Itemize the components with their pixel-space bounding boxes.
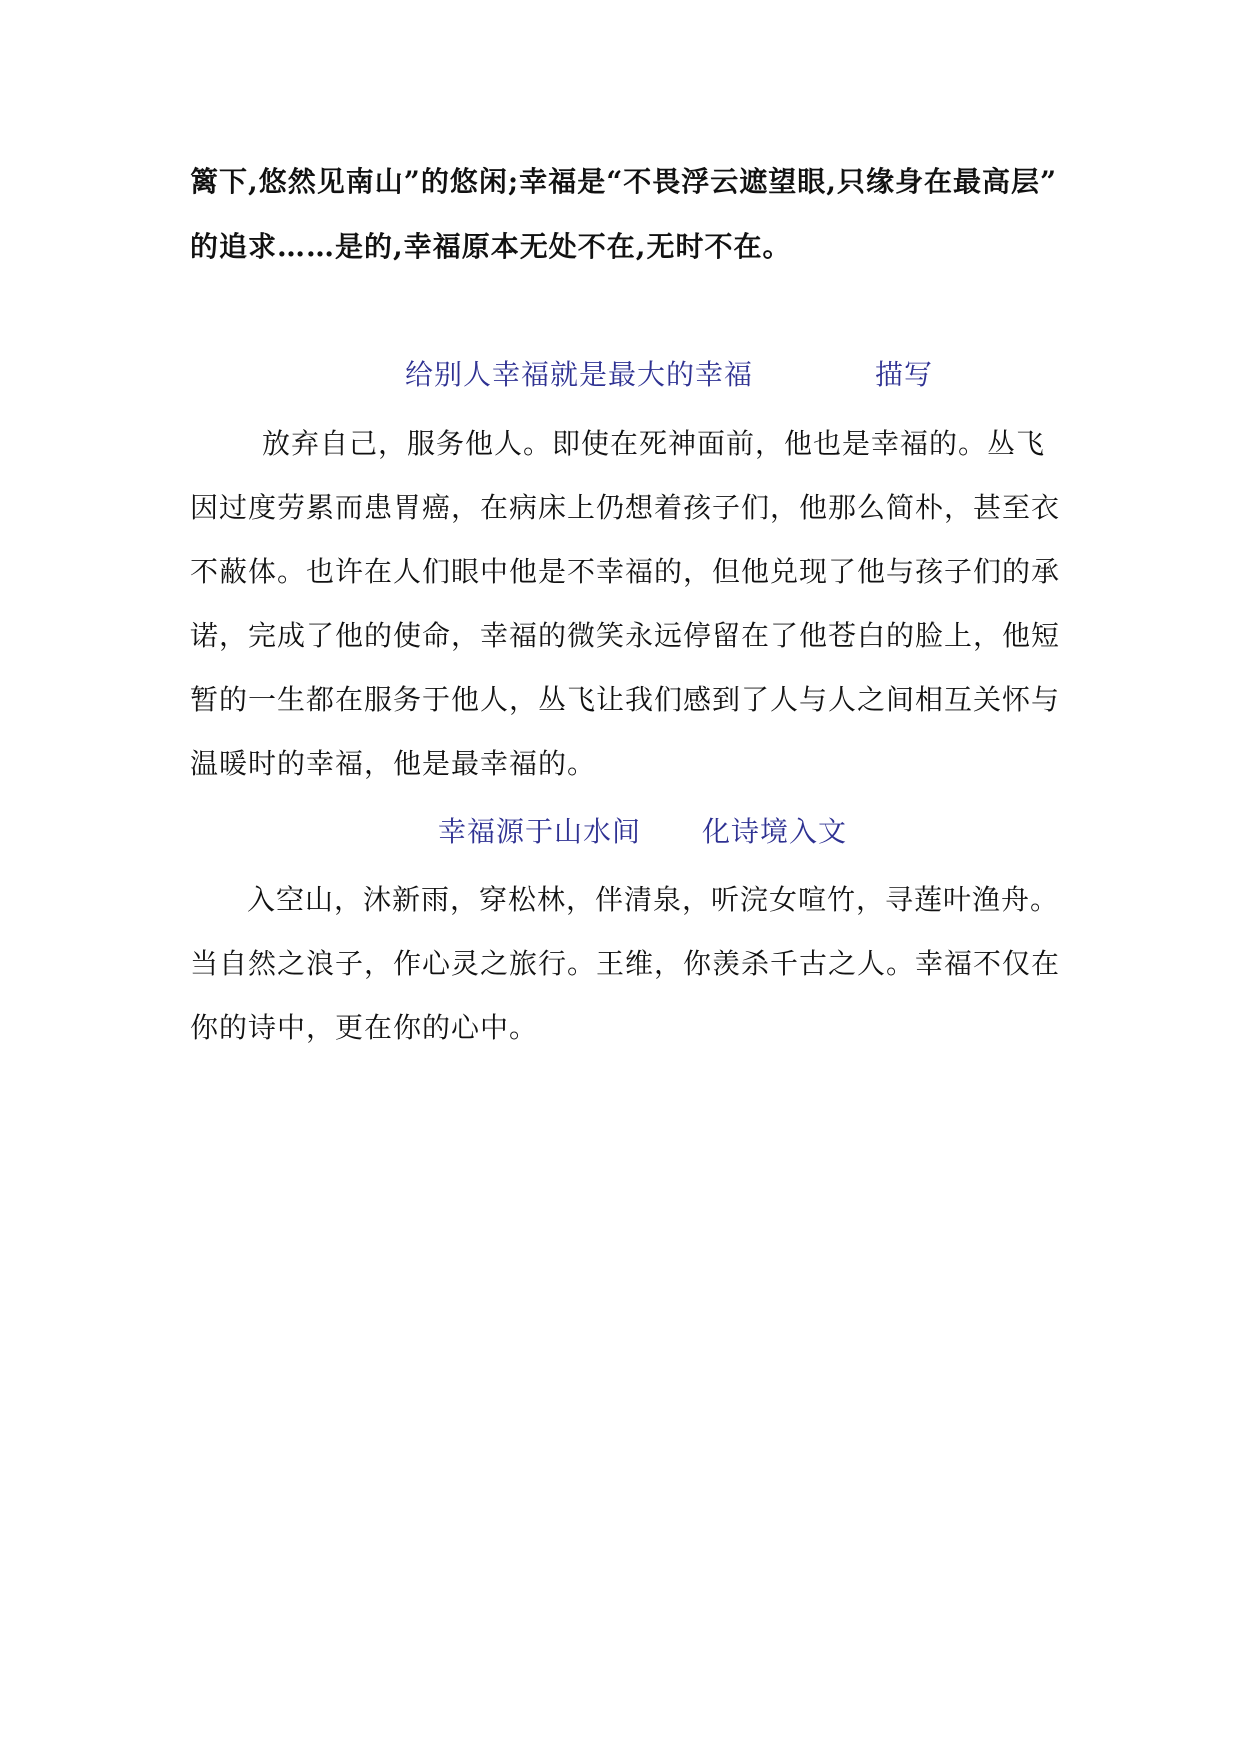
section2-line-3: 你的诗中，更在你的心中。: [190, 1011, 539, 1044]
section1-line-1: 放弃自己，服务他人。即使在死神面前，他也是幸福的。丛飞: [262, 427, 1046, 460]
intro-line-1: 篱下,悠然见南山”的悠闲;幸福是“不畏浮云遮望眼,只缘身在最高层”: [190, 165, 1058, 198]
section1-line-4: 诺，完成了他的使命，幸福的微笑永远停留在了他苍白的脸上，他短: [190, 619, 1061, 652]
intro-line-2: 的追求……是的,幸福原本无处不在,无时不在。: [190, 230, 792, 263]
section1-title: 给别人幸福就是最大的幸福: [405, 358, 754, 391]
section1-tag: 描写: [875, 358, 934, 391]
section1-line-2: 因过度劳累而患胃癌，在病床上仍想着孩子们，他那么简朴，甚至衣: [190, 491, 1061, 524]
section2-line-1: 入空山，沐新雨，穿松林，伴清泉，听浣女喧竹，寻莲叶渔舟。: [247, 883, 1060, 916]
section1-line-3: 不蔽体。也许在人们眼中他是不幸福的，但他兑现了他与孩子们的承: [190, 555, 1061, 588]
section2-line-2: 当自然之浪子，作心灵之旅行。王维，你羡杀千古之人。幸福不仅在: [190, 947, 1061, 980]
section2-tag: 化诗境入文: [702, 815, 848, 848]
section2-title: 幸福源于山水间: [438, 815, 642, 848]
section1-line-6: 温暖时的幸福，他是最幸福的。: [190, 747, 597, 780]
section1-line-5: 暂的一生都在服务于他人，丛飞让我们感到了人与人之间相互关怀与: [190, 683, 1061, 716]
